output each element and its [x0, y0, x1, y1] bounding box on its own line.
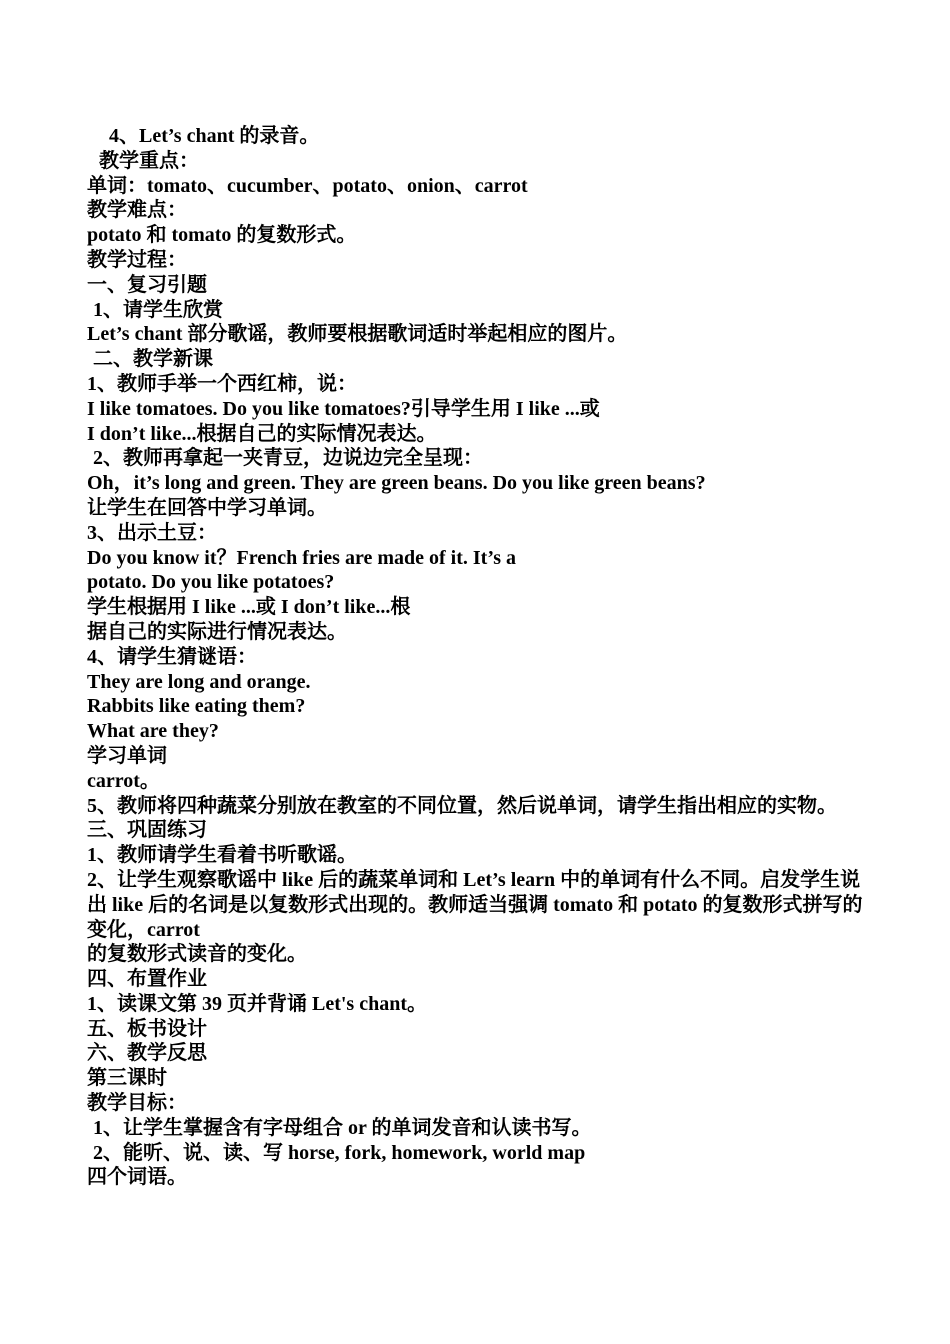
- text-line: 2、教师再拿起一夹青豆，边说边完全呈现：: [93, 447, 483, 470]
- text-line: 4、Let’s chant 的录音。: [109, 125, 320, 147]
- text-line: 据自己的实际进行情况表达。: [87, 620, 347, 643]
- text-line: Let’s chant 部分歌谣，教师要根据歌词适时举起相应的图片。: [87, 323, 628, 346]
- text-line: 六、教学反思: [87, 1042, 207, 1065]
- text-line: potato. Do you like potatoes?: [87, 571, 335, 594]
- text-line: 二、教学新课: [93, 348, 213, 371]
- text-line: They are long and orange.: [87, 670, 311, 693]
- text-line: 教学重点：: [99, 149, 199, 172]
- text-line: Oh，it’s long and green. They are green beans. Do you like green beans?: [87, 472, 706, 495]
- text-line: 教学目标：: [87, 1092, 187, 1115]
- text-line: 让学生在回答中学习单词。: [87, 496, 327, 519]
- text-line: 四个词语。: [87, 1166, 187, 1189]
- text-line: 的复数形式读音的变化。: [87, 943, 307, 966]
- text-line: carrot。: [87, 769, 160, 792]
- text-line: I like tomatoes. Do you like tomatoes?引导学生用 I like ...或: [87, 397, 600, 420]
- text-line: 1、教师请学生看着书听歌谣。: [87, 844, 357, 867]
- text-line: 5、教师将四种蔬菜分别放在教室的不同位置，然后说单词，请学生指出相应的实物。: [87, 794, 837, 817]
- text-line: I don’t like...根据自己的实际情况表达。: [87, 422, 437, 445]
- text-line: 四、布置作业: [87, 968, 207, 991]
- text-line: What are they?: [87, 720, 219, 743]
- text-line: 3、出示土豆：: [87, 521, 217, 544]
- text-line: 2、能听、说、读、写 horse, fork, homework, world map: [93, 1141, 586, 1164]
- text-line: 1、让学生掌握含有字母组合 or 的单词发音和认读书写。: [93, 1116, 592, 1139]
- text-line: Rabbits like eating them?: [87, 695, 306, 718]
- text-line: 教学难点：: [87, 199, 187, 222]
- document-body: [87, 124, 872, 1190]
- text-line: 4、请学生猜谜语：: [87, 645, 257, 668]
- text-line: 学习单词: [87, 744, 167, 767]
- text-line: 学生根据用 I like ...或 I don’t like...根: [87, 596, 411, 619]
- text-line: 单词：tomato、cucumber、potato、onion、carrot: [87, 174, 528, 197]
- text-line: 1、教师手举一个西红柿，说：: [87, 372, 357, 395]
- text-line: 三、巩固练习: [87, 819, 207, 842]
- text-line: Do you know it？French fries are made of it. It’s a: [87, 546, 517, 569]
- text-line: 五、板书设计: [87, 1017, 207, 1040]
- text-line: 2、让学生观察歌谣中 like 后的蔬菜单词和 Let’s learn 中的单词有什么不同。启发学生说出 like 后的名词是以复数形式出现的。教师适当强调 tomato 和 potato 的复数形式拼写的变化，carrot: [87, 868, 863, 941]
- text-line: 第三课时: [87, 1067, 167, 1090]
- text-line: 一、复习引题: [87, 273, 207, 296]
- text-line: 教学过程：: [87, 248, 187, 271]
- text-line: 1、读课文第 39 页并背诵 Let's chant。: [87, 992, 427, 1015]
- text-line: 1、请学生欣赏: [93, 298, 223, 321]
- text-line: potato 和 tomato 的复数形式。: [87, 224, 357, 247]
